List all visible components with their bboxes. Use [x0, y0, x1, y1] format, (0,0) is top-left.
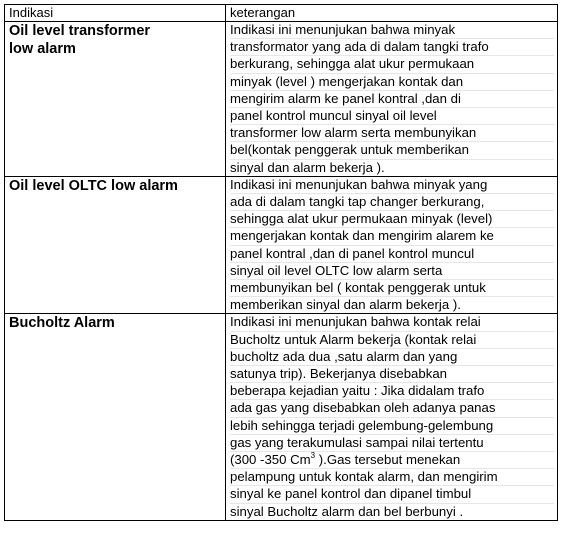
- keterangan-line-with-superscript: [230, 452, 554, 469]
- keterangan-line: lebih sehingga terjadi gelembung-gelembung: [230, 418, 554, 435]
- keterangan-line: Bucholtz untuk Alarm bekerja (kontak relai: [230, 332, 554, 349]
- indikasi-text: Bucholtz Alarm: [9, 315, 115, 332]
- keterangan-line: Indikasi ini menunjukan bahwa minyak yang: [230, 177, 554, 194]
- keterangan-line: berkurang, sehingga alat ukur permukaan: [230, 56, 554, 73]
- keterangan-line: gas yang terakumulasi sampai nilai tertentu: [230, 435, 554, 452]
- table-header-row: [5, 5, 558, 22]
- keterangan-line: sinyal dan alarm bekerja ).: [230, 159, 385, 175]
- keterangan-cell: [226, 314, 558, 520]
- table-row: [5, 176, 558, 314]
- keterangan-line: ada gas yang disebabkan oleh adanya panas: [230, 400, 554, 417]
- keterangan-line: membunyikan bel ( kontak penggerak untuk: [230, 280, 554, 297]
- indikasi-cell: [5, 314, 226, 520]
- keterangan-line: Indikasi ini menunjukan bahwa minyak: [230, 22, 554, 39]
- keterangan-line: panel kontrol muncul sinyal oil level: [230, 108, 554, 125]
- keterangan-line: transformator yang ada di dalam tangki trafo: [230, 39, 554, 56]
- indication-table: [4, 4, 558, 521]
- keterangan-line: sinyal Bucholtz alarm dan bel berbunyi .: [230, 503, 464, 519]
- indikasi-cell: [5, 22, 226, 177]
- header-indikasi: Indikasi: [5, 5, 226, 22]
- keterangan-line: sinyal ke panel kontrol dan dipanel timbul: [230, 486, 554, 503]
- keterangan-cell: [226, 22, 558, 177]
- keterangan-cell: [226, 176, 558, 314]
- keterangan-line: transformer low alarm serta membunyikan: [230, 125, 554, 142]
- keterangan-line: Indikasi ini menunjukan bahwa kontak relai: [230, 314, 554, 331]
- keterangan-line: satunya trip). Bekerjanya disebabkan: [230, 366, 554, 383]
- indikasi-cell: [5, 176, 226, 314]
- keterangan-line: mengirim alarm ke panel kontral ,dan di: [230, 91, 554, 108]
- keterangan-text: (300 -350 Cm: [230, 452, 311, 468]
- header-keterangan: keterangan: [226, 5, 558, 22]
- table-row: [5, 22, 558, 177]
- table-row: [5, 314, 558, 520]
- keterangan-line: memberikan sinyal dan alarm bekerja ).: [230, 297, 461, 313]
- keterangan-line: beberapa kejadian yaitu : Jika didalam trafo: [230, 383, 554, 400]
- keterangan-line: minyak (level ) mengerjakan kontak dan: [230, 74, 554, 91]
- keterangan-line: mengerjakan kontak dan mengirim alarem ke: [230, 228, 554, 245]
- keterangan-line: bucholtz ada dua ,satu alarm dan yang: [230, 349, 554, 366]
- superscript-exponent: 3: [310, 451, 316, 461]
- keterangan-line: sinyal oil level OLTC low alarm serta: [230, 263, 554, 280]
- keterangan-text: ).Gas tersebut menekan: [315, 452, 461, 468]
- indikasi-text: low alarm: [9, 41, 76, 57]
- keterangan-line: pelampung untuk kontak alarm, dan mengirim: [230, 469, 554, 486]
- indikasi-text: Oil level OLTC low alarm: [9, 177, 178, 194]
- keterangan-line: panel kontral ,dan di panel kontrol muncul: [230, 246, 554, 263]
- keterangan-line: sehingga alat ukur permukaan minyak (level): [230, 211, 554, 228]
- indikasi-text: Oil level transformer: [9, 23, 151, 39]
- keterangan-line: ada di dalam tangki tap changer berkurang,: [230, 194, 554, 211]
- keterangan-line: bel(kontak penggerak untuk memberikan: [230, 142, 554, 159]
